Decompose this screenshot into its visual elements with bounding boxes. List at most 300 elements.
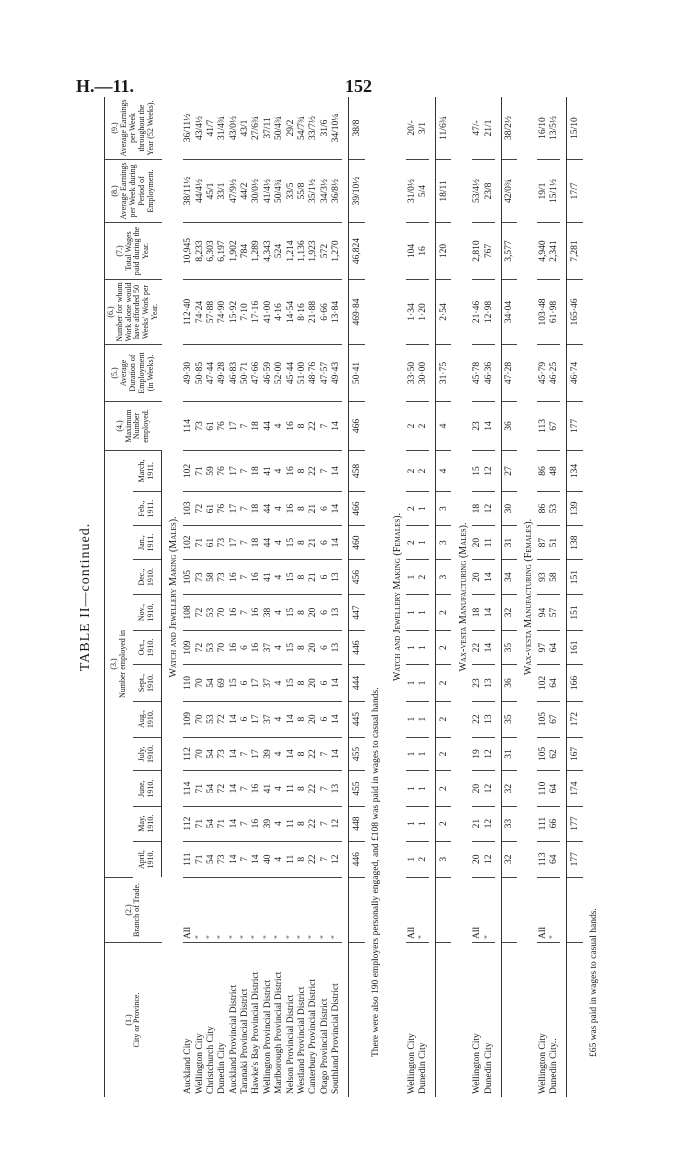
month-count-cell: 39 [262, 806, 273, 841]
month-count-cell: 8 [297, 665, 308, 701]
month-count-cell: 8 [297, 841, 308, 877]
month-count-cell: 8 [297, 491, 308, 525]
month-count-cell: 54 [205, 771, 216, 806]
month-count-cell: 18 [472, 595, 483, 631]
avg-duration-cell: 46·36 [483, 345, 494, 402]
col1-label: City or Province. [132, 992, 142, 1048]
month-count-cell: 22 [308, 451, 319, 492]
city-cell: Canterbury Provincial District [308, 978, 319, 1094]
avg-duration-cell: 52·00 [274, 345, 285, 402]
month-count-cell: 72 [194, 630, 205, 664]
table-row [262, 97, 273, 1097]
table-row [331, 97, 342, 1097]
avg-duration-cell: 51·00 [297, 345, 308, 402]
month-count-cell: 16 [251, 771, 262, 806]
table-row [297, 97, 308, 1097]
total-month-cell: 174 [567, 771, 583, 806]
total-month-cell: 466 [349, 491, 365, 525]
month-count-cell: 7 [319, 841, 330, 877]
month-count-cell: 22 [308, 806, 319, 841]
col-city-header [105, 943, 162, 1098]
max-employed-cell: 23 [472, 402, 483, 451]
section-note: £65 was paid in wages to casual hands. [589, 908, 600, 1057]
city-cell: Westland Provincial District [297, 986, 308, 1094]
month-count-cell: 6 [240, 630, 251, 664]
month-count-cell: 4 [274, 559, 285, 594]
branch-cell: " [251, 878, 262, 943]
month-count-cell: 4 [274, 701, 285, 737]
month-count-cell: 14 [331, 665, 342, 701]
total-wages-cell: 784 [240, 223, 251, 280]
month-count-cell: 17 [228, 491, 239, 525]
fifty-weeks-cell: 61·98 [549, 280, 560, 345]
max-employed-cell: 113 [537, 402, 548, 451]
total-month-cell: 444 [349, 665, 365, 701]
total-blank [349, 943, 365, 1098]
month-count-cell: 2 [418, 451, 429, 492]
month-count-cell: 62 [549, 737, 560, 771]
month-count-cell: 37 [262, 701, 273, 737]
month-count-cell: 7 [319, 771, 330, 806]
month-count-cell: 58 [205, 559, 216, 594]
city-cell: Wellington Provincial District [262, 979, 273, 1094]
month-count-cell: 41 [262, 559, 273, 594]
avg-duration-cell: 50·71 [240, 345, 251, 402]
branch-cell: " [217, 878, 228, 943]
month-count-cell: 22 [308, 737, 319, 771]
total-earnings-period-cell: 39/10½ [349, 160, 365, 223]
month-count-cell: 1 [418, 491, 429, 525]
month-count-cell: 16 [228, 559, 239, 594]
table-row [183, 97, 194, 1097]
branch-cell: " [297, 878, 308, 943]
fifty-weeks-cell: 14·54 [285, 280, 296, 345]
total-month-cell: 2 [436, 771, 452, 806]
avg-duration-cell: 49·30 [183, 345, 194, 402]
col8-label: Average Earnings per Week during Period of Employment. [119, 162, 155, 220]
total-month-cell: 32 [501, 771, 517, 806]
month-count-cell: 109 [183, 701, 194, 737]
month-count-cell: 13 [483, 665, 494, 701]
month-count-cell: 64 [549, 630, 560, 664]
branch-cell: All [472, 878, 483, 943]
month-count-cell: 72 [194, 491, 205, 525]
month-count-cell: 58 [549, 559, 560, 594]
month-count-cell: 102 [537, 665, 548, 701]
month-count-cell: 61 [205, 526, 216, 560]
section-heading-row [386, 97, 406, 1097]
month-count-cell: 17 [251, 737, 262, 771]
month-count-cell: 15 [228, 665, 239, 701]
city-cell: Nelson Provincial District [285, 994, 296, 1094]
month-count-cell: 7 [240, 526, 251, 560]
month-count-cell: 4 [274, 806, 285, 841]
month-count-cell: 41 [262, 451, 273, 492]
avg-duration-cell: 47·66 [251, 345, 262, 402]
earnings-period-cell: 33/5 [285, 160, 296, 223]
total-month-cell: 2 [436, 595, 452, 631]
total-row [349, 97, 365, 1097]
avg-duration-cell: 49·28 [217, 345, 228, 402]
total-month-cell: 27 [501, 451, 517, 492]
total-earnings-year-cell: 38/2½ [501, 97, 517, 160]
month-count-cell: 53 [205, 595, 216, 631]
table-row [418, 97, 429, 1097]
month-count-cell: 16 [251, 806, 262, 841]
month-count-cell: 12 [483, 451, 494, 492]
earnings-year-cell: 41/7 [205, 97, 216, 160]
total-month-cell: 455 [349, 771, 365, 806]
total-month-cell: 177 [567, 806, 583, 841]
table-row [472, 97, 483, 1097]
col2-label: Branch of Trade. [132, 883, 142, 937]
page-header-left: H.—11. [76, 76, 135, 96]
fifty-weeks-cell: 6·66 [319, 280, 330, 345]
total-month-cell: 161 [567, 630, 583, 664]
month-count-cell: 7 [240, 559, 251, 594]
month-count-cell: 16 [251, 595, 262, 631]
total-month-cell: 455 [349, 737, 365, 771]
month-count-cell: 16 [228, 595, 239, 631]
month-count-cell: 18 [251, 451, 262, 492]
month-count-cell: 20 [472, 559, 483, 594]
month-count-cell: 1 [418, 701, 429, 737]
total-blank [567, 878, 583, 943]
section-heading-row [162, 97, 183, 1097]
city-cell: Dunedin City [418, 1042, 429, 1094]
earnings-period-cell: 35/1½ [308, 160, 319, 223]
col-duration-header [105, 345, 162, 402]
table-row [483, 97, 494, 1097]
month-count-cell: 8 [297, 630, 308, 664]
month-count-cell: 8 [297, 526, 308, 560]
month-count-cell: 105 [537, 737, 548, 771]
month-count-cell: 23 [472, 665, 483, 701]
month-count-cell: 4 [274, 771, 285, 806]
month-header: Jan., 1911. [133, 526, 162, 560]
total-month-cell: 4 [436, 451, 452, 492]
earnings-year-cell: 33/7½ [308, 97, 319, 160]
month-count-cell: 41 [262, 771, 273, 806]
section-heading: Wax-vesta Manufacturing (Males). [457, 522, 469, 672]
total-blank [436, 943, 452, 1098]
total-month-cell: 460 [349, 526, 365, 560]
month-count-cell: 16 [251, 559, 262, 594]
total-month-cell: 2 [436, 665, 452, 701]
month-count-cell: 6 [240, 665, 251, 701]
fifty-weeks-cell: 112·40 [183, 280, 194, 345]
total-wages-cell: 6,303 [205, 223, 216, 280]
col-max-header [105, 402, 162, 451]
month-count-cell: 87 [537, 526, 548, 560]
month-count-cell: 86 [537, 491, 548, 525]
month-count-cell: 73 [217, 737, 228, 771]
total-month-cell: 458 [349, 451, 365, 492]
max-employed-cell: 2 [418, 402, 429, 451]
col9-label: Average Earnings per Week throughout the Year (52 Weeks). [119, 99, 155, 157]
total-month-cell: 3 [436, 491, 452, 525]
month-count-cell: 20 [472, 841, 483, 877]
month-count-cell: 7 [319, 737, 330, 771]
avg-duration-cell: 46·59 [262, 345, 273, 402]
total-max-employed-cell: 177 [567, 402, 583, 451]
month-header: March, 1911. [133, 451, 162, 492]
table-row [274, 97, 285, 1097]
month-count-cell: 109 [183, 630, 194, 664]
table-row [251, 97, 262, 1097]
month-count-cell: 1 [406, 841, 417, 877]
month-count-cell: 7 [240, 451, 251, 492]
total-max-employed-cell: 466 [349, 402, 365, 451]
branch-cell: All [406, 878, 417, 943]
branch-cell: " [331, 878, 342, 943]
month-count-cell: 44 [262, 526, 273, 560]
month-count-cell: 21 [308, 526, 319, 560]
earnings-period-cell: 44/2 [240, 160, 251, 223]
fifty-weeks-cell: 74·90 [217, 280, 228, 345]
earnings-period-cell: 53/4½ [472, 160, 483, 223]
month-count-cell: 20 [308, 701, 319, 737]
total-avg-duration-cell: 47·28 [501, 345, 517, 402]
total-month-cell: 35 [501, 701, 517, 737]
col5-number: (5.) [110, 367, 120, 379]
total-wages-cell: 6,197 [217, 223, 228, 280]
month-count-cell: 1 [418, 526, 429, 560]
month-count-cell: 93 [537, 559, 548, 594]
avg-duration-cell: 47·57 [319, 345, 330, 402]
col6-number: (6.) [106, 306, 115, 318]
avg-duration-cell: 45·79 [537, 345, 548, 402]
max-employed-cell: 16 [285, 402, 296, 451]
table-row [285, 97, 296, 1097]
month-count-cell: 6 [319, 701, 330, 737]
month-count-cell: 14 [228, 841, 239, 877]
col-fifty-weeks-header [105, 280, 162, 345]
month-count-cell: 7 [240, 771, 251, 806]
col-months-header [105, 451, 134, 878]
month-count-cell: 14 [483, 595, 494, 631]
section-heading: Wax-vesta Manufacturing (Females). [523, 518, 535, 676]
fifty-weeks-cell: 21·88 [308, 280, 319, 345]
month-header: Sept., 1910. [133, 665, 162, 701]
month-count-cell: 15 [285, 559, 296, 594]
month-count-cell: 1 [406, 701, 417, 737]
month-count-cell: 12 [483, 491, 494, 525]
month-count-cell: 113 [537, 841, 548, 877]
month-count-cell: 1 [406, 771, 417, 806]
branch-cell: " [274, 878, 285, 943]
branch-cell: " [194, 878, 205, 943]
total-month-cell: 3 [436, 841, 452, 877]
max-employed-cell: 7 [240, 402, 251, 451]
month-count-cell: 12 [331, 806, 342, 841]
earnings-year-cell: 47/- [472, 97, 483, 160]
branch-cell: " [483, 878, 494, 943]
total-month-cell: 31 [501, 526, 517, 560]
month-count-cell: 2 [406, 451, 417, 492]
max-employed-cell: 2 [406, 402, 417, 451]
col3-label: Number employed in [118, 630, 128, 698]
month-count-cell: 4 [274, 491, 285, 525]
total-max-employed-cell: 4 [436, 402, 452, 451]
total-total-wages-cell: 120 [436, 223, 452, 280]
month-count-cell: 22 [472, 630, 483, 664]
total-month-cell: 2 [436, 701, 452, 737]
max-employed-cell: 7 [319, 402, 330, 451]
col4-label: Maximum Number employed. [123, 409, 151, 443]
month-count-cell: 22 [308, 771, 319, 806]
total-month-cell: 448 [349, 806, 365, 841]
fifty-weeks-cell: 12·98 [483, 280, 494, 345]
month-count-cell: 54 [205, 737, 216, 771]
total-earnings-year-cell: 15/10 [567, 97, 583, 160]
total-row [567, 97, 583, 1097]
month-count-cell: 73 [194, 559, 205, 594]
col7-number: (7.) [114, 245, 124, 257]
month-count-cell: 53 [205, 630, 216, 664]
city-cell: Wellington City [406, 1033, 417, 1094]
table-row [205, 97, 216, 1097]
earnings-period-cell: 5/4 [418, 160, 429, 223]
total-wages-cell: 16 [418, 223, 429, 280]
month-count-cell: 73 [217, 559, 228, 594]
month-count-cell: 13 [331, 595, 342, 631]
fifty-weeks-cell: 103·48 [537, 280, 548, 345]
total-earnings-period-cell: 18/11 [436, 160, 452, 223]
month-count-cell: 4 [274, 737, 285, 771]
fifty-weeks-cell: 74·24 [194, 280, 205, 345]
fifty-weeks-cell: 13·84 [331, 280, 342, 345]
month-count-cell: 14 [331, 491, 342, 525]
month-count-cell: 7 [240, 491, 251, 525]
total-month-cell: 32 [501, 841, 517, 877]
city-cell: Wellington City [472, 1033, 483, 1094]
month-count-cell: 11 [285, 841, 296, 877]
month-count-cell: 14 [228, 737, 239, 771]
max-employed-cell: 73 [194, 402, 205, 451]
month-header: Nov., 1910. [133, 595, 162, 631]
month-count-cell: 21 [472, 806, 483, 841]
month-count-cell: 44 [262, 491, 273, 525]
month-count-cell: 14 [251, 841, 262, 877]
month-count-cell: 13 [331, 771, 342, 806]
month-count-cell: 8 [297, 771, 308, 806]
max-employed-cell: 14 [331, 402, 342, 451]
month-count-cell: 19 [472, 737, 483, 771]
month-count-cell: 11 [285, 806, 296, 841]
total-month-cell: 3 [436, 559, 452, 594]
max-employed-cell: 17 [228, 402, 239, 451]
month-count-cell: 14 [228, 806, 239, 841]
month-count-cell: 6 [319, 559, 330, 594]
earnings-year-cell: 36/11½ [183, 97, 194, 160]
total-month-cell: 456 [349, 559, 365, 594]
month-header: Aug., 1910. [133, 701, 162, 737]
fifty-weeks-cell: 17·16 [251, 280, 262, 345]
month-count-cell: 1 [406, 806, 417, 841]
rotated-table-page [76, 97, 676, 1097]
earnings-year-cell: 27/6¾ [251, 97, 262, 160]
total-month-cell: 34 [501, 559, 517, 594]
month-count-cell: 6 [319, 595, 330, 631]
employment-table [104, 97, 604, 1097]
month-count-cell: 71 [194, 841, 205, 877]
month-count-cell: 6 [240, 701, 251, 737]
month-count-cell: 48 [549, 451, 560, 492]
month-count-cell: 54 [205, 841, 216, 877]
col1-number: (1.) [123, 1014, 133, 1026]
month-count-cell: 71 [217, 806, 228, 841]
total-month-cell: 138 [567, 526, 583, 560]
month-count-cell: 8 [297, 701, 308, 737]
month-count-cell: 8 [297, 737, 308, 771]
earnings-year-cell: 20/- [406, 97, 417, 160]
total-month-cell: 36 [501, 665, 517, 701]
month-count-cell: 59 [205, 451, 216, 492]
earnings-year-cell: 50/4¾ [274, 97, 285, 160]
fifty-weeks-cell: 7·10 [240, 280, 251, 345]
col2-number: (2.) [123, 904, 133, 916]
total-blank [501, 943, 517, 1098]
total-wages-cell: 8,233 [194, 223, 205, 280]
month-count-cell: 8 [297, 595, 308, 631]
month-header: Dec., 1910. [133, 559, 162, 594]
month-header: June, 1910. [133, 771, 162, 806]
month-count-cell: 4 [274, 665, 285, 701]
avg-duration-cell: 45·78 [472, 345, 483, 402]
total-wages-cell: 524 [274, 223, 285, 280]
city-cell: Auckland Provincial District [228, 984, 239, 1094]
month-count-cell: 112 [183, 806, 194, 841]
fifty-weeks-cell: 1·20 [418, 280, 429, 345]
branch-cell: " [205, 878, 216, 943]
month-count-cell: 16 [251, 630, 262, 664]
month-count-cell: 105 [183, 559, 194, 594]
month-count-cell: 71 [194, 806, 205, 841]
total-month-cell: 167 [567, 737, 583, 771]
total-month-cell: 31 [501, 737, 517, 771]
total-month-cell: 446 [349, 630, 365, 664]
total-max-employed-cell: 36 [501, 402, 517, 451]
month-count-cell: 18 [472, 491, 483, 525]
total-wages-cell: 1,270 [331, 223, 342, 280]
table-body [162, 97, 604, 1097]
earnings-period-cell: 41/4½ [262, 160, 273, 223]
city-cell: Southland Provincial District [331, 983, 342, 1094]
month-count-cell: 54 [205, 665, 216, 701]
month-count-cell: 4 [274, 841, 285, 877]
total-blank [436, 878, 452, 943]
month-count-cell: 16 [285, 491, 296, 525]
section-heading: Watch and Jewellery Making (Males). [168, 516, 180, 678]
fifty-weeks-cell: 8·16 [297, 280, 308, 345]
month-count-cell: 8 [297, 806, 308, 841]
avg-duration-cell: 45·44 [285, 345, 296, 402]
table-row [406, 97, 417, 1097]
col3-number: (3.) [109, 658, 119, 670]
month-count-cell: 86 [537, 451, 548, 492]
month-count-cell: 7 [240, 737, 251, 771]
month-count-cell: 39 [262, 737, 273, 771]
max-employed-cell: 67 [549, 402, 560, 451]
total-fifty-weeks-cell: 2·54 [436, 280, 452, 345]
total-month-cell: 30 [501, 491, 517, 525]
table-title: TABLE II—continued. [78, 522, 93, 672]
total-wages-cell: 2,341 [549, 223, 560, 280]
month-count-cell: 2 [418, 841, 429, 877]
month-count-cell: 18 [251, 491, 262, 525]
month-count-cell: 64 [549, 665, 560, 701]
